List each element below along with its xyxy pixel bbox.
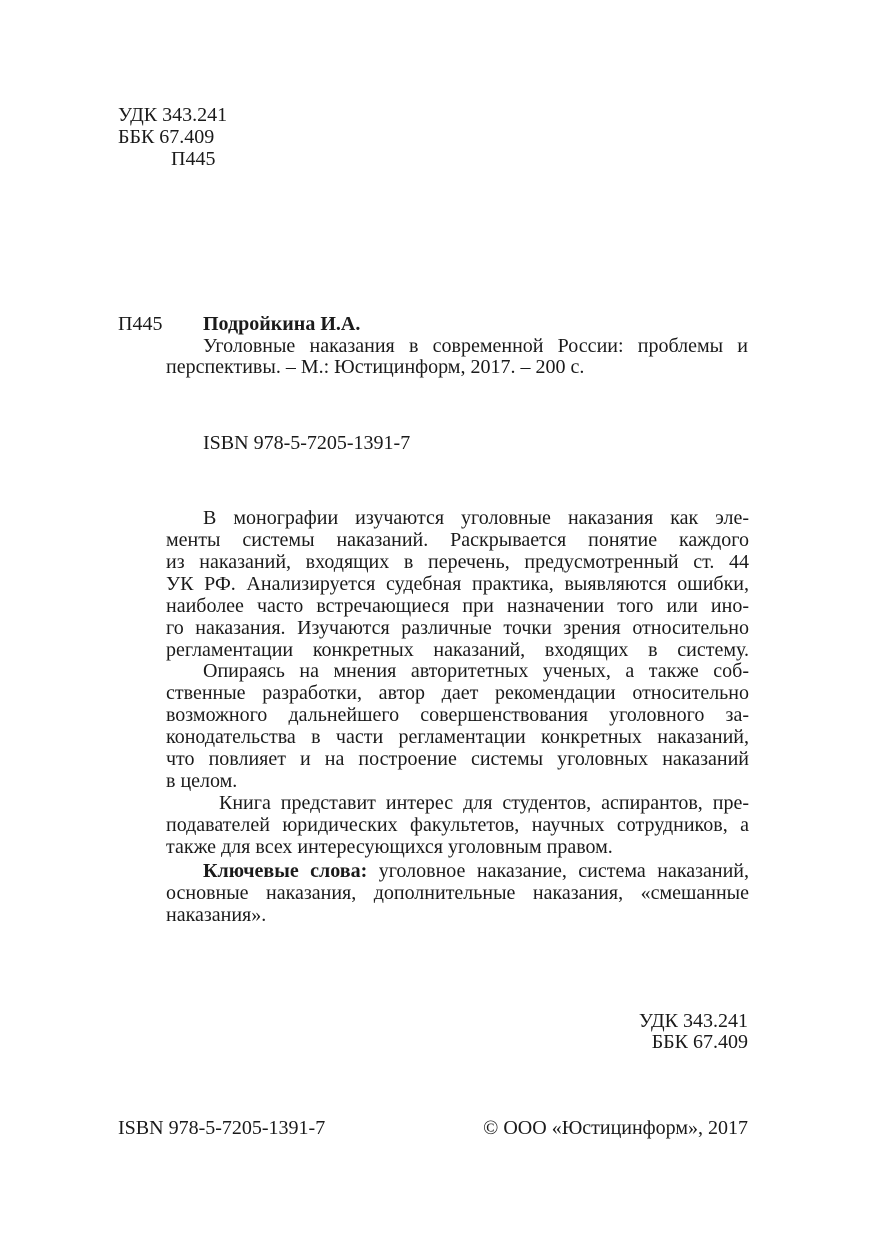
abstract-line: Опираясь на мнения авторитетных ученых, а также соб- bbox=[203, 660, 749, 682]
abstract-line: Книга представит интерес для студентов, аспирантов, пре- bbox=[219, 792, 749, 814]
abstract-line: наиболее часто встречающиеся при назначении того или ино- bbox=[166, 595, 749, 617]
udk-code: УДК 343.241 bbox=[118, 104, 228, 126]
abstract-line: ственные разработки, автор дает рекомендации относительно bbox=[166, 682, 749, 704]
abstract-paragraph-3 bbox=[166, 792, 749, 858]
abstract-line: также для всех интересующихся уголовным правом. bbox=[166, 836, 613, 858]
abstract-line: В монографии изучаются уголовные наказания как эле- bbox=[203, 507, 749, 529]
abstract-line: УК РФ. Анализируется судебная практика, выявляются ошибки, bbox=[166, 573, 749, 595]
abstract-line: подавателей юридических факультетов, научных сотрудников, а bbox=[166, 814, 749, 836]
abstract-line: го наказания. Изучаются различные точки зрения относительно bbox=[166, 617, 749, 639]
bib-author: Подройкина И.А. bbox=[203, 313, 361, 335]
footer-copyright: © ООО «Юстицинформ», 2017 bbox=[483, 1117, 748, 1139]
bib-title-line-1: Уголовные наказания в современной России: проблемы и bbox=[203, 335, 748, 357]
keywords-line-1 bbox=[166, 860, 749, 882]
abstract-line: возможного дальнейшего совершенствования уголовного за- bbox=[166, 704, 749, 726]
abstract-paragraph-1 bbox=[166, 507, 749, 661]
abstract-line: из наказаний, входящих в перечень, предусмотренный ст. 44 bbox=[166, 551, 749, 573]
keywords-text: уголовное наказание, система наказаний, bbox=[378, 860, 749, 882]
abstract-line: что повлияет и на построение системы уголовных наказаний bbox=[166, 748, 749, 770]
bottom-udk-code: УДК 343.241 bbox=[638, 1010, 748, 1032]
bottom-bbk-code: ББК 67.409 bbox=[651, 1031, 748, 1053]
bib-title-line-2: перспективы. – М.: Юстицинформ, 2017. – 200 с. bbox=[166, 356, 585, 378]
abstract-line: конодательства в части регламентации конкретных наказаний, bbox=[166, 726, 749, 748]
abstract-line: регламентации конкретных наказаний, входящих в систему. bbox=[166, 639, 749, 661]
isbn-top: ISBN 978-5-7205-1391-7 bbox=[203, 432, 411, 454]
bib-author-mark: П445 bbox=[118, 313, 163, 335]
abstract-paragraph-2 bbox=[166, 660, 749, 792]
top-index-block bbox=[118, 104, 227, 170]
abstract-line: в целом. bbox=[166, 770, 238, 792]
abstract-line: менты системы наказаний. Раскрывается понятие каждого bbox=[166, 529, 749, 551]
author-mark: П445 bbox=[171, 148, 216, 170]
keywords-label: Ключевые слова: bbox=[203, 860, 368, 882]
keywords-line-3: наказания». bbox=[166, 904, 267, 926]
bbk-code: ББК 67.409 bbox=[118, 126, 215, 148]
keywords-line-2: основные наказания, дополнительные наказания, «смешанные bbox=[166, 882, 749, 904]
keywords-block bbox=[166, 860, 749, 926]
footer-isbn: ISBN 978-5-7205-1391-7 bbox=[118, 1117, 326, 1139]
